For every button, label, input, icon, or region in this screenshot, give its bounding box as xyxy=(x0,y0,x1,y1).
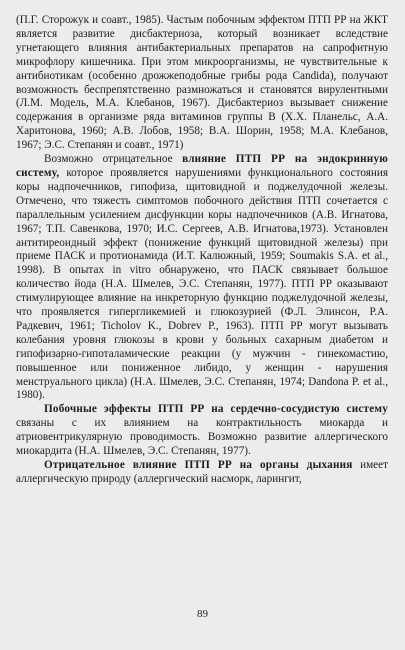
body-text xyxy=(16,14,388,487)
paragraph-1 xyxy=(16,14,388,153)
page-number: 89 xyxy=(197,608,208,620)
paragraph-3 xyxy=(16,403,388,459)
paragraph-4 xyxy=(16,459,388,487)
paragraph-2-heading: влияние ПТП РР на эндокринную систему, xyxy=(16,153,388,179)
paragraph-4-heading: Отрицательное влияние ПТП РР на органы дыхания xyxy=(44,459,353,471)
paragraph-4-text: имеет аллергическую природу (аллергический насморк, ларингит, xyxy=(16,459,388,485)
paragraph-3-heading: Побочные эффекты ПТП РР на сердечно-сосудистую систему xyxy=(44,403,388,416)
paragraph-1-text: (П.Г. Сторожук и соавт., 1985). Частым побочным эффектом ПТП РР на ЖКТ является развитие дисбактериоза, который возникает вследствие угнетающего влияния антибактериальных препаратов на сапрофитную микрофлору кишечника. При этом микроорганизмы, не чувствительные к антибиотикам (особенно дрожжеподобные грибы рода Candida), получают возможность беспрепятственно размножаться и становятся вирулентными (Л.М. Модель, М.А. Клебанов, 1967). Дисбактериоз вызывает снижение содержания в организме ряда витаминов группы В (Х.Х. Планельс, А.А. Харитонова, 1960; А.В. Лобов, 1958; В.А. Шорин, 1958; М.А. Клебанов, 1967; Э.С. Степанян и соавт., 1971) xyxy=(16,14,388,152)
paragraph-2-lead: Возможно отрицательное xyxy=(44,153,183,166)
paragraph-3-text: связаны с их влиянием на контрактильность миокарда и атриовентрикулярную проводимость. Возможно развитие аллергического миокардита (Н.А. Шмелев, Э.С. Степанян, 1977). xyxy=(16,417,388,458)
paragraph-2 xyxy=(16,153,388,403)
paragraph-2-text: которое проявляется нарушениями функционального состояния коры надпочечников, гипофиза, щитовидной и поджелудочной железы. Отмечено, что тяжесть симптомов побочного действия ПТП сочетается с параллельным усилением дисфункции коры надпочечников (А.В. Игнатова, 1967; Т.П. Савенкова, 1970; И.С. Сергеев, А.В. Игнатова,1973). Установлен антитиреоидный эффект (понижение функций щитовидной железы) при приеме ПАСК и протионамида (И.Т. Калюжный, 1959; Soumakis S.A. et al., 1998). В опытах in vitro обнаружено, что ПАСК связывает большое количество йода (Н.А. Шмелев, Э.С. Степанян, 1977). ПТП РР оказывают стимулирующее влияние на инкреторную функцию поджелудочной железы, что проявляется гипергликемией и глюкозурией (Ф.Л. Элинсон, Р.А. Радкевич, 1961; Ticholov K., Dobrev P., 1963). ПТП РР могут вызывать колебания уровня глюкозы в крови у больных сахарным диабетом и гипофизарно-гипоталамические реакции (у мужчин - гинекомастию, повышенное или пониженное либидо, у женщин - нарушения менструального цикла) (Н.А. Шмелев, Э.С. Степанян, 1974; Dandona P. et al., 1980). xyxy=(16,166,388,402)
